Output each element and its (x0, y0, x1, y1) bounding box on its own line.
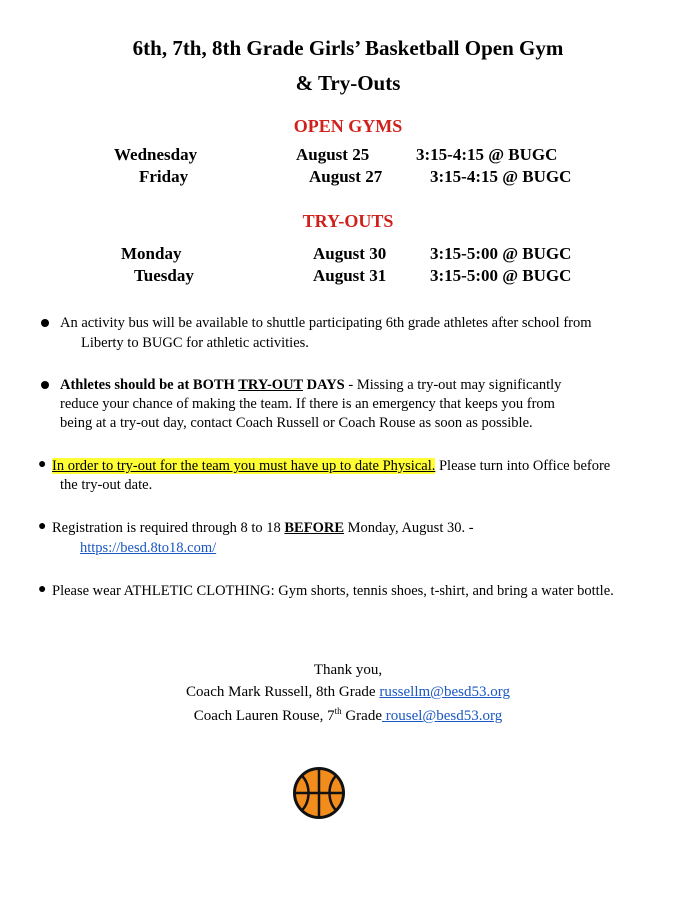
tryout-date: August 30 (313, 244, 387, 263)
bullet-attendance-line3: being at a try-out day, contact Coach Russell or Coach Rouse as soon as possible. (60, 415, 533, 431)
bullet-registration (52, 519, 474, 538)
attendance-rest: - Missing a try-out may significantly (344, 377, 562, 393)
registration-text: Registration is required through 8 to 18 (52, 520, 285, 536)
open-gym-time: 3:15-4:15 @ BUGC (416, 145, 558, 164)
coach-russell (0, 684, 696, 701)
tryout-time: 3:15-5:00 @ BUGC (430, 266, 572, 285)
before-bold: BEFORE (284, 520, 344, 536)
bullet-physical (52, 457, 610, 476)
thank-you: Thank you, (313, 662, 383, 678)
tryout-time: 3:15-5:00 @ BUGC (430, 244, 572, 263)
registration-date: Monday, August 30. - (344, 520, 474, 536)
bullet-dot (41, 381, 49, 389)
page-title: 6th, 7th, 8th Grade Girls’ Basketball Open Gym (132, 36, 564, 60)
attendance-bold-days: DAYS (302, 377, 345, 393)
tryout-day: Monday (121, 244, 182, 263)
tryout-day: Tuesday (134, 266, 194, 285)
tryout-underline: TRY-OUT (238, 377, 303, 393)
russell-email-link[interactable]: russellm@besd53.org (379, 684, 510, 700)
basketball-icon (292, 766, 346, 820)
tryout-date: August 31 (313, 266, 387, 285)
bullet-dot: ● (38, 457, 47, 472)
rouse-email-link[interactable]: rousel@besd53.org (382, 708, 503, 724)
coach-rouse-name: Coach Lauren Rouse, 7 (193, 708, 335, 724)
coach-russell-name: Coach Mark Russell, 8th Grade (186, 684, 380, 700)
coach-rouse-grade: Grade (341, 708, 382, 724)
bullet-clothing: Please wear ATHLETIC CLOTHING: Gym shorts, tennis shoes, t-shirt, and bring a water bottle. (52, 583, 614, 599)
bullet-dot: ● (38, 582, 47, 597)
bullet-attendance (60, 376, 561, 395)
bullet-dot (41, 319, 49, 327)
physical-rest: Please turn into Office before (435, 458, 611, 474)
registration-link[interactable]: https://besd.8to18.com/ (80, 540, 217, 556)
bullet-bus (60, 314, 592, 333)
bullet-dot: ● (38, 519, 47, 534)
open-gym-day: Friday (139, 167, 189, 186)
page-title-line2: & Try-Outs (295, 71, 401, 95)
registration-link-wrap (80, 539, 216, 558)
bullet-bus-line1: An activity bus will be available to shuttle participating 6th grade athletes after school from (60, 315, 592, 331)
open-gym-date: August 27 (309, 167, 383, 186)
bullet-bus-line2: Liberty to BUGC for athletic activities. (81, 335, 309, 351)
coach-rouse (0, 706, 696, 725)
open-gym-day: Wednesday (114, 145, 198, 164)
open-gym-time: 3:15-4:15 @ BUGC (430, 167, 572, 186)
bullet-physical-line2: the try-out date. (60, 477, 153, 493)
attendance-bold: Athletes should be at BOTH (60, 377, 239, 393)
ordinal-sup: th (334, 706, 342, 716)
tryouts-heading: TRY-OUTS (302, 211, 394, 231)
open-gym-date: August 25 (296, 145, 370, 164)
bullet-attendance-line2: reduce your chance of making the team. If there is an emergency that keeps you from (60, 396, 555, 412)
physical-highlight: In order to try-out for the team you must have up to date Physical. (52, 458, 436, 474)
open-gyms-heading: OPEN GYMS (293, 116, 403, 136)
